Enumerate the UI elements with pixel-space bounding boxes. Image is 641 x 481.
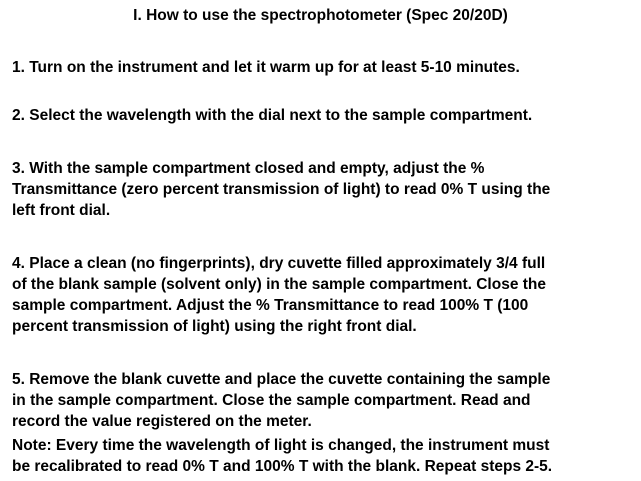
note (12, 435, 637, 477)
step-5-line-1: 5. Remove the blank cuvette and place the cuvette containing the sample (12, 371, 551, 388)
step-3 (12, 158, 637, 221)
step-5-line-3: record the value registered on the meter. (12, 413, 312, 430)
page-title: I. How to use the spectrophotometer (Spec 20/20D) (133, 7, 508, 24)
step-4-line-1: 4. Place a clean (no fingerprints), dry cuvette filled approximately 3/4 full (12, 255, 546, 272)
step-2 (12, 105, 637, 126)
step-5 (12, 369, 637, 432)
step-4-line-2: of the blank sample (solvent only) in the sample compartment. Close the (12, 276, 546, 293)
step-3-line-1: 3. With the sample compartment closed and empty, adjust the % (12, 160, 485, 177)
step-5-line-2: in the sample compartment. Close the sample compartment. Read and (12, 392, 531, 409)
step-4-line-4: percent transmission of light) using the right front dial. (12, 318, 417, 335)
step-2-line-1: 2. Select the wavelength with the dial next to the sample compartment. (12, 107, 533, 124)
note-line-2: be recalibrated to read 0% T and 100% T with the blank. Repeat steps 2-5. (12, 458, 553, 475)
note-line-1: Note: Every time the wavelength of light is changed, the instrument must (12, 437, 550, 454)
step-3-line-2: Transmittance (zero percent transmission of light) to read 0% T using the (12, 181, 551, 198)
step-4-line-3: sample compartment. Adjust the % Transmittance to read 100% T (100 (12, 297, 529, 314)
step-1 (12, 57, 637, 78)
step-3-line-3: left front dial. (12, 202, 111, 219)
step-1-line-1: 1. Turn on the instrument and let it warm up for at least 5-10 minutes. (12, 59, 520, 76)
step-4 (12, 253, 637, 337)
